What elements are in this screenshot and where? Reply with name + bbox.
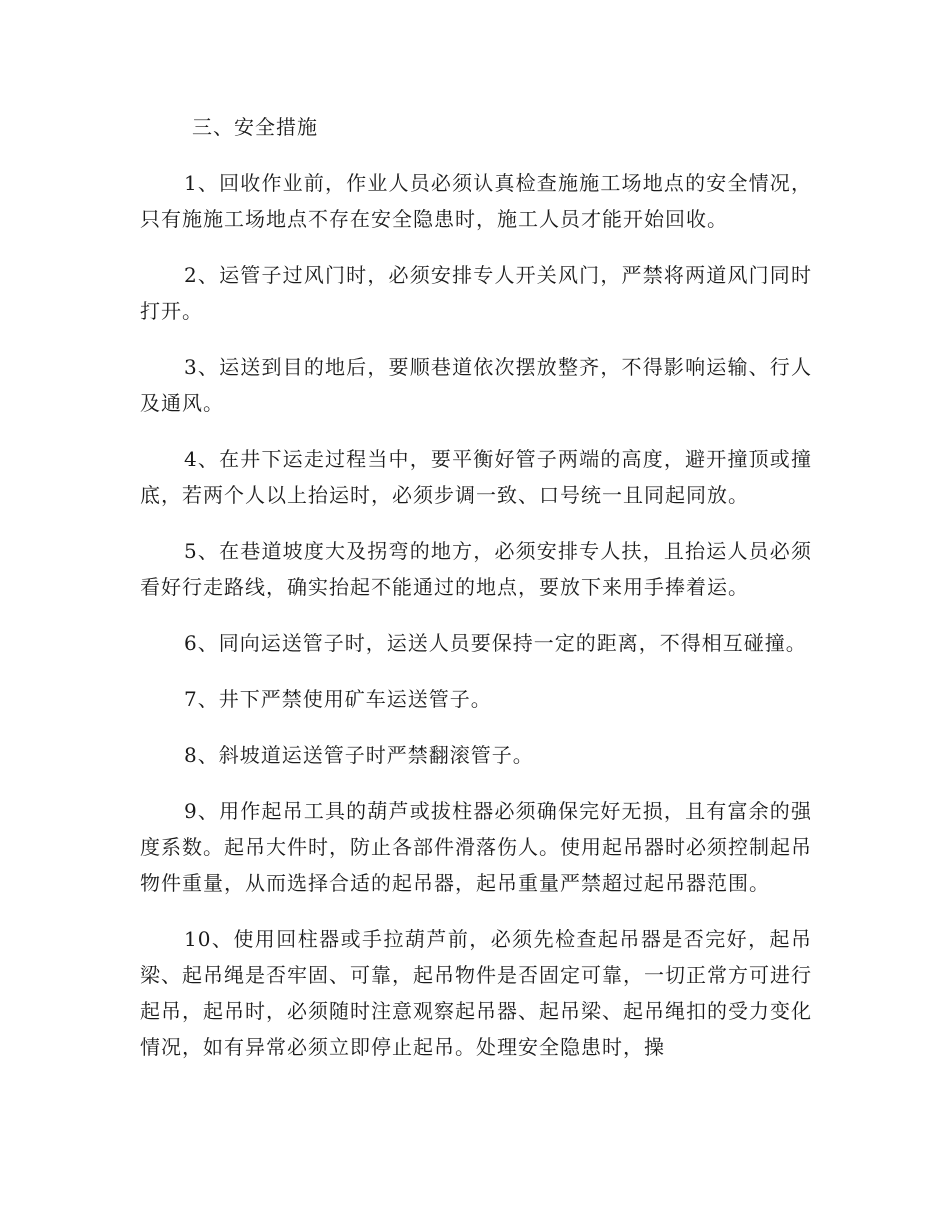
document-body [140, 109, 812, 1085]
paragraph-5: 5、在巷道坡度大及拐弯的地方，必须安排专人扶，且抬运人员必须看好行走路线，确实抬起不能通过的地点，要放下来用手捧着运。 [140, 539, 812, 599]
paragraph-1: 1、回收作业前，作业人员必须认真检查施施工场地点的安全情况，只有施施工场地点不存在安全隐患时，施工人员才能开始回收。 [140, 171, 812, 231]
section-heading: 三、安全措施 [192, 115, 318, 139]
paragraph-3: 3、运送到目的地后，要顺巷道依次摆放整齐，不得影响运输、行人及通风。 [140, 355, 812, 415]
paragraph-8: 8、斜坡道运送管子时严禁翻滚管子。 [184, 743, 534, 767]
paragraph-10: 10、使用回柱器或手拉葫芦前，必须先检查起吊器是否完好，起吊梁、起吊绳是否牢固、可靠，起吊物件是否固定可靠，一切正常方可进行起吊，起吊时，必须随时注意观察起吊器、起吊梁、起吊绳扣的受力变化情况，如有异常必须立即停止起吊。处理安全隐患时，操 [140, 927, 812, 1059]
paragraph-9: 9、用作起吊工具的葫芦或拔柱器必须确保完好无损，且有富余的强度系数。起吊大件时，防止各部件滑落伤人。使用起吊器时必须控制起吊物件重量，从而选择合适的起吊器，起吊重量严禁超过起吊器范围。 [140, 799, 812, 895]
paragraph-6: 6、同向运送管子时，运送人员要保持一定的距离，不得相互碰撞。 [184, 631, 807, 655]
paragraph-7: 7、井下严禁使用矿车运送管子。 [184, 687, 492, 711]
paragraph-4: 4、在井下运走过程当中，要平衡好管子两端的高度，避开撞顶或撞底，若两个人以上抬运时，必须步调一致、口号统一且同起同放。 [140, 447, 812, 507]
paragraph-2: 2、运管子过风门时，必须安排专人开关风门，严禁将两道风门同时打开。 [140, 263, 812, 323]
